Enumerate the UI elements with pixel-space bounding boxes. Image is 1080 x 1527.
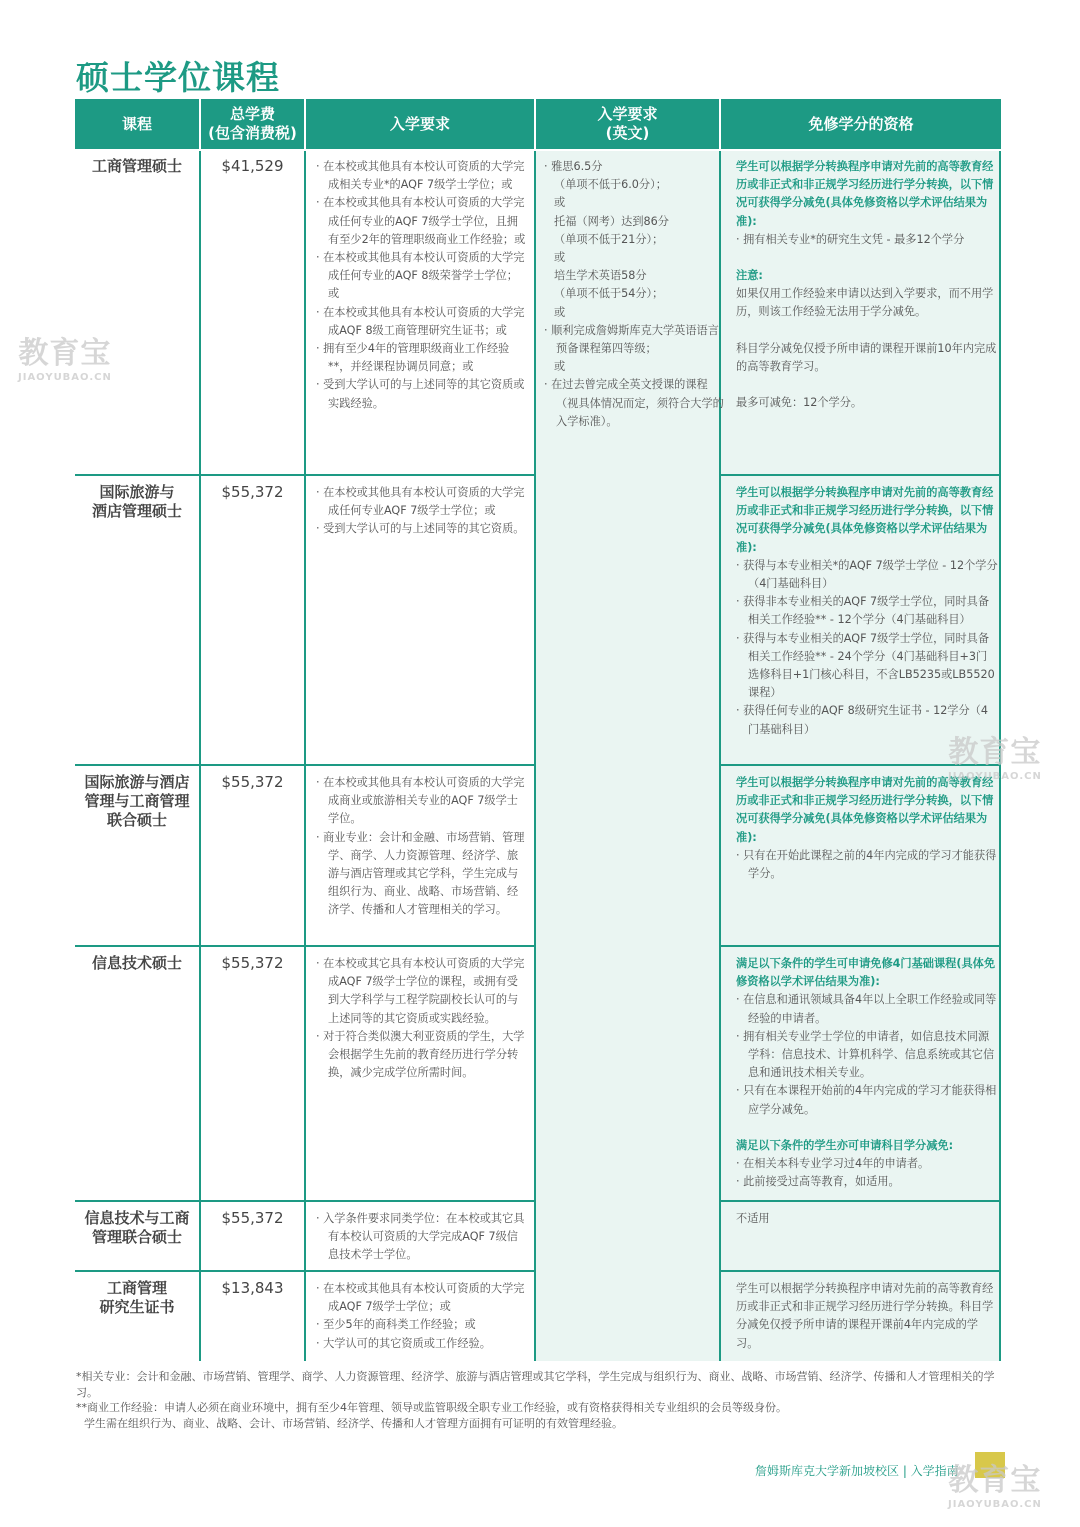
header-req: 入学要求 <box>389 114 450 133</box>
header-eng: 入学要求 (英文) <box>597 105 658 142</box>
course-name: 国际旅游与酒店 管理与工商管理 联合硕士 <box>84 773 190 829</box>
watermark-logo: 教育宝 JIAOYUBAO.CN <box>18 336 112 383</box>
column-divider <box>534 151 536 1361</box>
requirement-item: · 对于符合类似澳大利亚资质的学生，大学会根据学生先前的教育经历进行学分转换，减少完成学位所需时间。 <box>316 1029 525 1080</box>
row-divider <box>75 945 536 947</box>
exemption-item: · 只有在本课程开始前的4年内完成的学习才能获得相应学分减免。 <box>736 1084 997 1116</box>
footnotes <box>76 1369 1006 1431</box>
english-item: 或 <box>554 251 566 265</box>
column-divider <box>304 151 306 1361</box>
course-fee: $55,372 <box>221 1209 284 1227</box>
requirement-item: · 大学认可的其它资质或工作经验。 <box>316 1336 491 1350</box>
exemption-item: 学生可以根据学分转换程序申请对先前的高等教育经历或非正式和非正规学习经历进行学分转换，以下情况可获得学分减免(具体免修资格以学术评估结果为准): <box>736 160 994 228</box>
row-divider <box>719 945 1001 947</box>
requirement-item: · 商业专业：会计和金融、市场营销、管理学、商学、人力资源管理、经济学、旅游与酒店管理或其它学科，学生完成与组织行为、商业、战略、市场营销、经济学、传播和人才管理相关的学习。 <box>316 830 525 917</box>
row-divider <box>719 1200 1001 1202</box>
exemption-item: · 拥有相关专业学士学位的申请者，如信息技术同源学科：信息技术、计算机科学、信息系统或其它信息和通讯技术相关专业。 <box>736 1029 995 1080</box>
english-item: 托福（网考）达到86分 <box>554 214 669 228</box>
course-fee: $55,372 <box>221 483 284 501</box>
requirement-item: · 在本校或其他具有本校认可资质的大学完成AQF 8级工商管理研究生证书；或 <box>316 305 525 337</box>
exemption-item: 学生可以根据学分转换程序申请对先前的高等教育经历或非正式和非正规学习经历进行学分转换，以下情况可获得学分减免(具体免修资格以学术评估结果为准): <box>736 776 994 844</box>
english-item: · 顺利完成詹姆斯库克大学英语语言预备课程第四等级； <box>544 323 719 356</box>
exemption-item <box>736 1119 998 1137</box>
footnote: **商业工作经验：申请人必须在商业环境中，拥有至少4年管理、领导或监管职级全职专业工作经验，或有资格获得相关专业组织的会员等级身份。 <box>76 1401 787 1414</box>
requirement-item: · 受到大学认可的与上述同等的其它资质或实践经验。 <box>316 378 525 410</box>
english-requirements <box>544 158 724 431</box>
exemption-item: 科目学分减免仅授予所申请的课程开课前10年内完成的高等教育学习。 <box>736 341 997 373</box>
course-name: 国际旅游与 酒店管理硕士 <box>91 483 182 520</box>
admission-requirements <box>316 484 528 539</box>
exemption-item: · 获得任何专业的AQF 8级研究生证书 - 12学分（4门基础科目） <box>736 704 988 736</box>
english-item: 培生学术英语58分 <box>554 269 647 283</box>
exemption-item: · 获得与本专业相关*的AQF 7级学士学位 - 12个学分（4门基础科目） <box>736 558 998 591</box>
header-exempt: 免修学分的资格 <box>808 114 914 133</box>
english-item: （单项不低于21分）； <box>554 232 664 246</box>
exemption-item: 最多可减免：12个学分。 <box>736 396 863 410</box>
admission-requirements <box>316 158 528 413</box>
course-fee: $41,529 <box>221 157 284 175</box>
english-item: 或 <box>554 196 566 210</box>
exemption-item: 如果仅用工作经验来申请以达到入学要求，而不用学历，则该工作经验无法用于学分减免。 <box>736 287 994 319</box>
exemption-item: · 获得与本专业相关的AQF 7级学士学位，同时具备相关工作经验** - 24个学分（4门基础科目+3门选修科目+1门核心科目，不含LB5235或LB5520课程） <box>736 631 995 700</box>
exemption-item: 不适用 <box>736 1212 770 1225</box>
credit-exemption <box>736 774 998 883</box>
requirement-item: · 在本校或其他具有本校认可资质的大学完成相关专业*的AQF 7级学士学位；或 <box>316 160 525 192</box>
course-fee: $55,372 <box>221 954 284 972</box>
page-title: 硕士学位课程 <box>76 58 280 97</box>
exemption-item: · 只有在开始此课程之前的4年内完成的学习才能获得学分。 <box>736 848 997 881</box>
exemption-item <box>736 249 998 267</box>
exemption-item: · 此前接受过高等教育，如适用。 <box>736 1175 900 1189</box>
requirement-item: · 在本校或其他具有本校认可资质的大学完成AQF 7级学士学位；或 <box>316 1282 525 1314</box>
credit-exemption <box>736 955 998 1191</box>
header-course: 课程 <box>121 114 152 133</box>
footnote: *相关专业：会计和金融、市场营销、管理学、商学、人力资源管理、经济学、旅游与酒店管理或其它学科，学生完成与组织行为、商业、战略、市场营销、经济学、传播和人才管理相关的学习。 <box>76 1370 995 1399</box>
column-divider <box>199 151 201 1361</box>
row-divider <box>719 474 1001 476</box>
requirement-item: · 在本校或其他具有本校认可资质的大学完成商业或旅游相关专业的AQF 7级学士学位。 <box>316 776 525 826</box>
requirement-item: · 在本校或其它具有本校认可资质的大学完成AQF 7级学士学位的课程，或拥有受到大学科学与工程学院副校长认可的与上述同等的其它资质或实践经验。 <box>316 957 525 1025</box>
exemption-item: 满足以下条件的学生可申请免修4门基础课程(具体免修资格以学术评估结果为准): <box>736 957 996 989</box>
row-divider <box>75 1270 536 1272</box>
admission-requirements <box>316 774 528 920</box>
exemption-item: 满足以下条件的学生亦可申请科目学分减免: <box>736 1138 954 1152</box>
footer-text: 詹姆斯库克大学新加坡校区 | 入学指南 <box>755 1464 959 1478</box>
english-item: · 在过去曾完成全英文授课的课程（视具体情况而定，须符合大学的入学标准）。 <box>544 378 724 428</box>
credit-exemption <box>736 1280 998 1353</box>
requirement-item: · 在本校或其他具有本校认可资质的大学完成任何专业AQF 7级学士学位；或 <box>316 486 525 518</box>
course-name: 信息技术硕士 <box>91 954 182 972</box>
english-item: · 雅思6.5分 <box>544 160 603 173</box>
row-divider <box>75 474 536 476</box>
exemption-item: · 在相关本科专业学习过4年的申请者。 <box>736 1157 930 1171</box>
row-divider <box>719 1270 1001 1272</box>
credit-exemption <box>736 158 998 412</box>
admission-requirements <box>316 1280 528 1353</box>
requirement-item: · 受到大学认可的与上述同等的其它资质。 <box>316 522 525 536</box>
requirement-item: · 至少5年的商科类工作经验；或 <box>316 1318 476 1332</box>
credit-exemption <box>736 484 998 739</box>
requirement-item: · 入学条件要求同类学位：在本校或其它具有本校认可资质的大学完成AQF 7级信息技术学士学位。 <box>316 1212 525 1262</box>
requirement-item: · 在本校或其他具有本校认可资质的大学完成任何专业的AQF 7级学士学位，且拥有至少2年的管理职级商业工作经验；或 <box>316 196 526 246</box>
english-item: （单项不低于54分）； <box>554 287 664 301</box>
exemption-item <box>736 322 998 340</box>
exemption-item: 注意: <box>736 269 763 283</box>
row-divider <box>75 1200 536 1202</box>
english-item: 或 <box>554 305 566 319</box>
watermark-logo: 教育宝 JIAOYUBAO.CN <box>948 1463 1042 1510</box>
course-name: 信息技术与工商 管理联合硕士 <box>84 1209 190 1246</box>
exemption-item: · 拥有相关专业*的研究生文凭 - 最多12个学分 <box>736 232 965 246</box>
english-item: 或 <box>554 360 566 374</box>
admission-requirements <box>316 1210 528 1265</box>
header-fee: 总学费 (包含消费税) <box>208 105 297 142</box>
course-fee: $55,372 <box>221 773 284 791</box>
requirement-item: · 拥有至少4年的管理职级商业工作经验**，并经课程协调员同意；或 <box>316 342 510 374</box>
admission-requirements <box>316 955 528 1082</box>
watermark-logo: 教育宝 JIAOYUBAO.CN <box>948 735 1042 782</box>
course-fee: $13,843 <box>221 1279 284 1297</box>
row-divider <box>75 764 536 766</box>
exemption-item: 学生可以根据学分转换程序申请对先前的高等教育经历或非正式和非正规学习经历进行学分转换，以下情况可获得学分减免(具体免修资格以学术评估结果为准): <box>736 486 994 554</box>
credit-exemption <box>736 1210 998 1228</box>
exemption-item: · 获得非本专业相关的AQF 7级学士学位，同时具备相关工作经验** - 12个学分（4门基础科目） <box>736 595 990 627</box>
requirement-item: · 在本校或其他具有本校认可资质的大学完成任何专业的AQF 8级荣誉学士学位；或 <box>316 251 525 301</box>
course-name: 工商管理硕士 <box>91 157 182 175</box>
course-name: 工商管理 研究生证书 <box>99 1279 175 1316</box>
exemption-item: · 在信息和通讯领域具备4年以上全职工作经验或同等经验的申请者。 <box>736 993 997 1025</box>
english-item: （单项不低于6.0分）； <box>554 178 667 192</box>
exemption-item: 学生可以根据学分转换程序申请对先前的高等教育经历或非正式和非正规学习经历进行学分转换。科目学分减免仅授予所申请的课程开课前4年内完成的学习。 <box>736 1282 994 1350</box>
footnote: 学生需在组织行为、商业、战略、会计、市场营销、经济学、传播和人才管理方面拥有可证明的有效管理经验。 <box>84 1416 623 1430</box>
exemption-item <box>736 376 998 394</box>
